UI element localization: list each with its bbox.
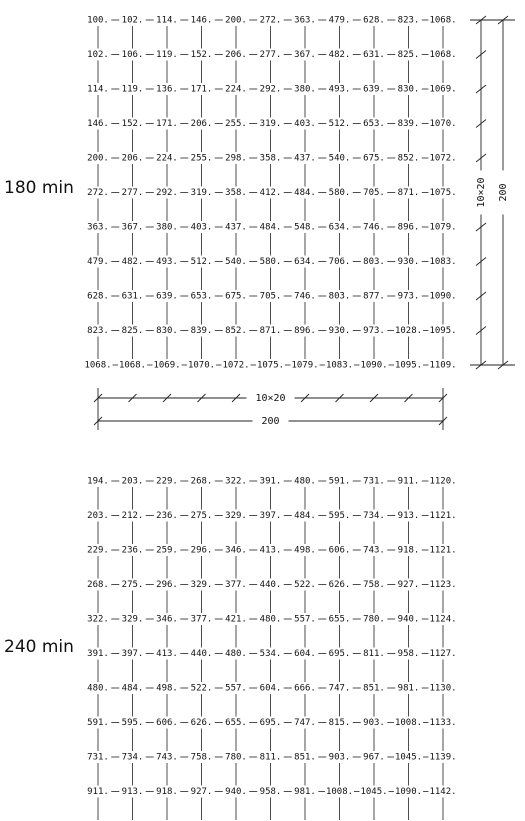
grid-value: 206.: [225, 50, 247, 60]
grid-value: 1008.: [325, 787, 354, 797]
grid-value: 397.: [121, 649, 144, 659]
grid-value: 830.: [397, 84, 420, 95]
grid-value: 634.: [328, 222, 351, 233]
grid-value: 628.: [363, 15, 385, 26]
grid-value: 437.: [225, 222, 247, 233]
grid-value: 236.: [156, 511, 178, 521]
grid-value: 346.: [156, 614, 178, 625]
grid-value: 275.: [121, 580, 144, 590]
grid-value: 973.: [363, 326, 385, 336]
grid-value: 1142.: [429, 787, 457, 797]
grid-value: 958.: [259, 787, 282, 797]
grid-value: 275.: [190, 511, 213, 521]
grid-value: 731.: [363, 476, 385, 487]
grid-value: 839.: [190, 326, 213, 336]
grid-value: 780.: [363, 614, 385, 625]
grid-value: 413.: [259, 545, 282, 556]
grid-value: 224.: [156, 153, 178, 164]
grid-value: 1072.: [222, 360, 250, 371]
grid-value: 259.: [156, 545, 178, 556]
grid-value: 758.: [190, 752, 213, 763]
grid-value: 1121.: [429, 545, 457, 556]
grid-value: 852.: [397, 153, 420, 164]
grid-value: 811.: [259, 752, 282, 763]
grid-value: 102.: [121, 15, 144, 26]
grid-value: 479.: [328, 15, 351, 26]
grid-value: 540.: [328, 153, 351, 164]
dim-horizontal-segments: 10×20: [255, 393, 286, 404]
grid-value: 224.: [225, 84, 247, 95]
grid-value: 319.: [190, 188, 213, 198]
grid-value: 522.: [190, 683, 213, 694]
grid-value: 358.: [259, 153, 282, 164]
grid-value: 695.: [259, 718, 282, 728]
grid-value: 484.: [121, 683, 144, 694]
grid-value: 272.: [259, 15, 282, 26]
grid-value: 595.: [328, 511, 351, 521]
grid-value: 377.: [190, 614, 213, 625]
grid-value: 591.: [328, 476, 351, 487]
grid-value: 734.: [363, 511, 385, 521]
grid-value: 911.: [397, 476, 420, 487]
grid-value: 746.: [294, 291, 316, 302]
grid-value: 540.: [225, 257, 247, 267]
grid-value: 1083.: [429, 257, 457, 267]
grid-value: 1069.: [429, 84, 457, 95]
grid-value: 277.: [121, 188, 144, 198]
dim-vertical-segments: 10×20: [476, 177, 487, 208]
grid-value: 203.: [121, 476, 144, 487]
grid-value: 634.: [294, 257, 316, 267]
grid-value: 580.: [328, 188, 351, 198]
grid-value: 440.: [259, 580, 282, 590]
grid-value: 512.: [328, 119, 351, 129]
grid-value: 1045.: [360, 787, 388, 797]
grid-value: 1139.: [429, 752, 457, 763]
grid-value: 653.: [363, 119, 385, 129]
grid-value: 606.: [156, 718, 178, 728]
grid-value: 1120.: [429, 476, 457, 487]
grid-value: 363.: [294, 15, 316, 26]
grid-value: 329.: [121, 614, 144, 625]
grid-value: 397.: [259, 511, 282, 521]
grid-value: 100.: [87, 15, 109, 26]
grid-value: 631.: [363, 50, 385, 60]
grid-value: 1075.: [429, 188, 457, 198]
grid-value: 631.: [121, 291, 144, 302]
grid-value: 106.: [121, 50, 144, 60]
grid-value: 114.: [87, 84, 109, 95]
grid-value: 268.: [87, 580, 109, 590]
grid-value: 639.: [363, 84, 385, 95]
grid-value: 329.: [190, 580, 213, 590]
grid-value: 1070.: [429, 119, 457, 129]
grid-value: 152.: [190, 50, 213, 60]
grid-value: 913.: [121, 787, 144, 797]
grid-value: 734.: [121, 752, 144, 763]
grid-value: 830.: [156, 326, 178, 336]
grid-value: 1070.: [187, 360, 216, 371]
grid-value: 1068.: [84, 360, 112, 371]
grid-value: 292.: [259, 84, 282, 95]
grid-value: 319.: [259, 119, 282, 129]
grid-value: 480.: [87, 683, 109, 694]
grid-value: 206.: [121, 153, 144, 164]
grid-value: 548.: [294, 222, 316, 233]
grid-value: 747.: [294, 718, 316, 728]
grid-value: 604.: [259, 683, 282, 694]
panel-label-240: 240 min: [4, 637, 74, 657]
grid-value: 493.: [156, 257, 178, 267]
grid-value: 380.: [156, 222, 178, 233]
grid-value: 146.: [190, 15, 213, 26]
grid-value: 322.: [225, 476, 247, 487]
grid-value: 675.: [225, 291, 247, 302]
grid-value: 743.: [156, 752, 178, 763]
grid-value: 851.: [363, 683, 385, 694]
grid-value: 655.: [225, 718, 247, 728]
grid-value: 1072.: [429, 153, 457, 164]
grid-value: 580.: [259, 257, 282, 267]
grid-value: 1095.: [394, 360, 423, 371]
grid-value: 913.: [397, 511, 420, 521]
dim-horizontal-total: 200: [261, 416, 280, 427]
grid-value: 322.: [87, 614, 109, 625]
grid-value: 421.: [225, 614, 247, 625]
grid-value: 200.: [225, 15, 247, 26]
grid-value: 705.: [363, 188, 385, 198]
grid-value: 171.: [190, 84, 213, 95]
grid-value: 758.: [363, 580, 385, 590]
grid-value: 1079.: [429, 222, 457, 233]
grid-value: 114.: [156, 15, 178, 26]
grid-value: 482.: [328, 50, 351, 60]
grid-value: 595.: [121, 718, 144, 728]
grid-value: 479.: [87, 257, 109, 267]
grid-value: 292.: [156, 188, 178, 198]
grid-value: 851.: [294, 752, 316, 763]
grid-value: 119.: [121, 84, 144, 95]
grid-value: 1133.: [429, 718, 457, 728]
grid-value: 482.: [121, 257, 144, 267]
grid-value: 146.: [87, 119, 109, 129]
grid-value: 1124.: [429, 614, 457, 625]
grid-value: 981.: [397, 683, 420, 694]
grid-value: 212.: [121, 511, 144, 521]
grid-value: 1090.: [394, 787, 423, 797]
grid-value: 973.: [397, 291, 420, 302]
grid-value: 480.: [259, 614, 282, 625]
panel-label-180: 180 min: [4, 178, 74, 198]
grid-value: 296.: [156, 580, 178, 590]
grid-value: 918.: [156, 787, 178, 797]
dim-vertical-total: 200: [498, 183, 509, 202]
grid-value: 803.: [363, 257, 385, 267]
grid-value: 731.: [87, 752, 109, 763]
grid-value: 695.: [328, 649, 351, 659]
grid-value: 747.: [328, 683, 351, 694]
grid-value: 484.: [294, 188, 316, 198]
grid-value: 391.: [259, 476, 282, 487]
grid-value: 958.: [397, 649, 420, 659]
grid-value: 626.: [328, 580, 351, 590]
grid-value: 591.: [87, 718, 109, 728]
grid-value: 639.: [156, 291, 178, 302]
grid-value: 268.: [190, 476, 213, 487]
grid-value: 823.: [87, 326, 109, 336]
grid-value: 967.: [363, 752, 385, 763]
grid-value: 484.: [259, 222, 282, 233]
grid-value: 780.: [225, 752, 247, 763]
grid-value: 940.: [225, 787, 247, 797]
grid-value: 746.: [363, 222, 385, 233]
grid-value: 930.: [397, 257, 420, 267]
grid-value: 119.: [156, 50, 178, 60]
grid-value: 903.: [363, 718, 385, 728]
grid-value: 102.: [87, 50, 109, 60]
grid-value: 152.: [121, 119, 144, 129]
grid-value: 927.: [190, 787, 213, 797]
grid-value: 604.: [294, 649, 316, 659]
grid-value: 1069.: [153, 360, 181, 371]
grid-value: 229.: [87, 545, 109, 556]
grid-value: 653.: [190, 291, 213, 302]
grid-value: 277.: [259, 50, 282, 60]
grid-value: 871.: [397, 188, 420, 198]
grid-value: 1083.: [325, 360, 354, 371]
grid-value: 272.: [87, 188, 109, 198]
grid-value: 1123.: [429, 580, 457, 590]
grid-value: 255.: [225, 119, 247, 129]
grid-value: 1095.: [429, 326, 457, 336]
grid-value: 440.: [190, 649, 213, 659]
grid-value: 903.: [328, 752, 351, 763]
grid-value: 367.: [294, 50, 316, 60]
grid-value: 346.: [225, 545, 247, 556]
grid-value: 1028.: [394, 326, 423, 336]
grid-value: 626.: [190, 718, 213, 728]
grid-value: 1075.: [256, 360, 285, 371]
grid-value: 871.: [259, 326, 282, 336]
grid-value: 839.: [397, 119, 420, 129]
grid-value: 930.: [328, 326, 351, 336]
grid-value: 412.: [259, 188, 282, 198]
grid-value: 484.: [294, 511, 316, 521]
grid-value: 1109.: [429, 360, 457, 371]
grid-value: 171.: [156, 119, 178, 129]
grid-value: 236.: [121, 545, 144, 556]
grid-value: 1130.: [429, 683, 457, 694]
grid-value: 413.: [156, 649, 178, 659]
grid-value: 534.: [259, 649, 282, 659]
grid-value: 380.: [294, 84, 316, 95]
grid-value: 206.: [190, 119, 213, 129]
grid-value: 557.: [225, 683, 247, 694]
grid-value: 815.: [328, 718, 351, 728]
grid-value: 655.: [328, 614, 351, 625]
grid-value: 1079.: [291, 360, 319, 371]
grid-value: 1068.: [118, 360, 147, 371]
grid-value: 896.: [397, 222, 420, 233]
grid-value: 918.: [397, 545, 420, 556]
grid-value: 203.: [87, 511, 109, 521]
grid-value: 1090.: [429, 291, 457, 302]
grid-value: 927.: [397, 580, 420, 590]
grid-value: 606.: [328, 545, 351, 556]
grid-value: 298.: [225, 153, 247, 164]
grid-value: 1090.: [360, 360, 388, 371]
grid-value: 825.: [397, 50, 420, 60]
grid-value: 377.: [225, 580, 247, 590]
grid-value: 666.: [294, 683, 316, 694]
grid-value: 811.: [363, 649, 385, 659]
grid-value: 823.: [397, 15, 420, 26]
grid-value: 743.: [363, 545, 385, 556]
grid-value: 229.: [156, 476, 178, 487]
grid-value: 911.: [87, 787, 109, 797]
grid-value: 498.: [156, 683, 178, 694]
grid-value: 391.: [87, 649, 109, 659]
grid-value: 296.: [190, 545, 213, 556]
grid-value: 557.: [294, 614, 316, 625]
grid-value: 1127.: [429, 649, 457, 659]
grid-value: 852.: [225, 326, 247, 336]
grid-value: 1068.: [429, 50, 457, 60]
grid-value: 498.: [294, 545, 316, 556]
grid-value: 480.: [225, 649, 247, 659]
grid-value: 200.: [87, 153, 109, 164]
grid-value: 437.: [294, 153, 316, 164]
grid-value: 940.: [397, 614, 420, 625]
grid-value: 367.: [121, 222, 144, 233]
grid-value: 493.: [328, 84, 351, 95]
grid-value: 512.: [190, 257, 213, 267]
grid-value: 480.: [294, 476, 316, 487]
grid-value: 329.: [225, 511, 247, 521]
grid-value: 896.: [294, 326, 316, 336]
grid-value: 136.: [156, 84, 178, 95]
grid-value: 825.: [121, 326, 144, 336]
grid-value: 628.: [87, 291, 109, 302]
grid-value: 981.: [294, 787, 316, 797]
grid-value: 803.: [328, 291, 351, 302]
grid-value: 1068.: [429, 15, 457, 26]
grid-value: 403.: [190, 222, 213, 233]
grid-value: 363.: [87, 222, 109, 233]
grid-value: 1045.: [394, 752, 423, 763]
grid-value: 675.: [363, 153, 385, 164]
grid-value: 358.: [225, 188, 247, 198]
grid-value: 1008.: [394, 718, 423, 728]
grid-value: 877.: [363, 291, 385, 302]
grid-value: 255.: [190, 153, 213, 164]
grid-value: 194.: [87, 476, 109, 487]
grid-value: 522.: [294, 580, 316, 590]
grid-value: 706.: [328, 257, 351, 267]
grid-value: 705.: [259, 291, 282, 302]
grid-value: 403.: [294, 119, 316, 129]
grid-value: 1121.: [429, 511, 457, 521]
